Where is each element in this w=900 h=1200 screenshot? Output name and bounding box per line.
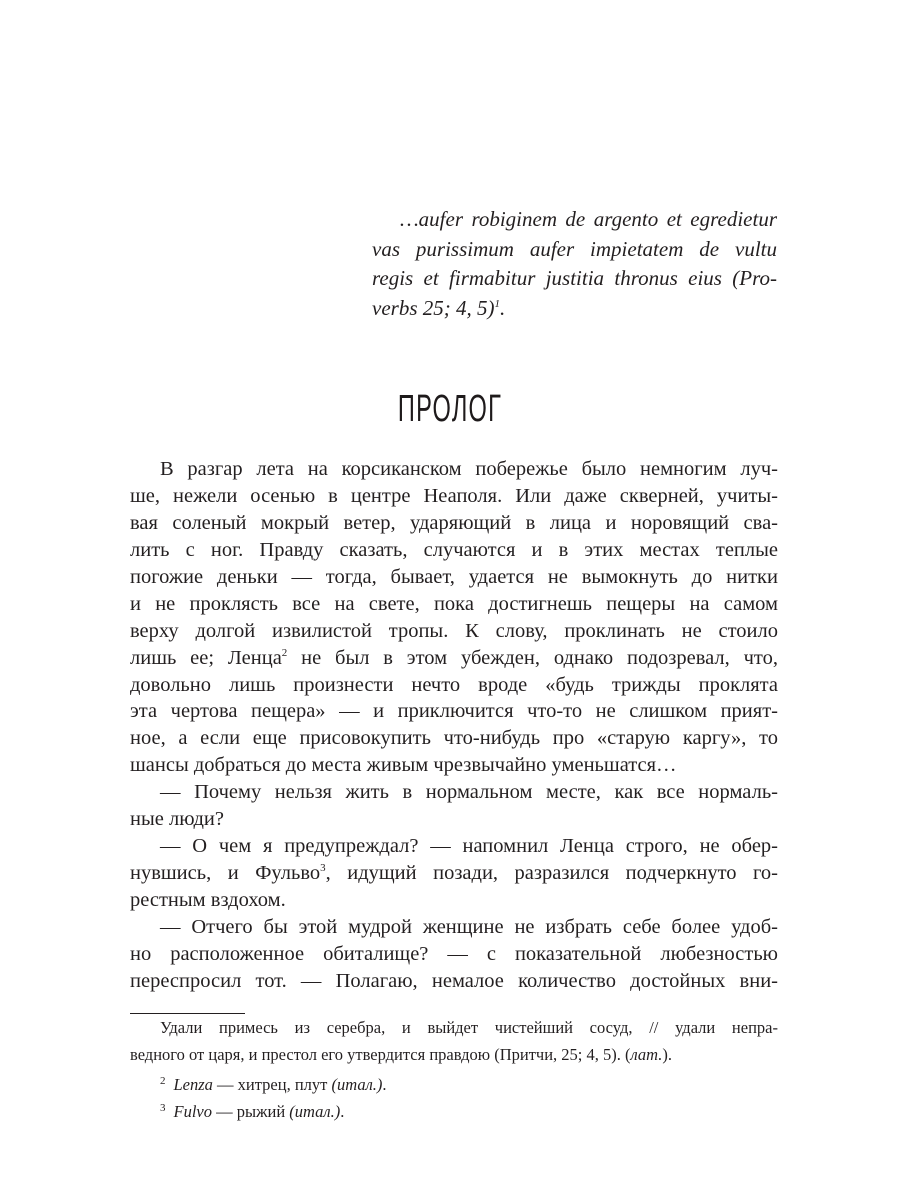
body-line: переспросил тот. — Полагаю, немалое количество достойных вни- [130, 969, 778, 992]
body-line: В разгар лета на корсиканском побережье было немногим луч- [160, 458, 778, 480]
italic-term: Fulvo [173, 1101, 212, 1121]
body-text [130, 456, 778, 995]
italic-note: лат. [630, 1044, 663, 1064]
footnote-line [130, 1095, 778, 1122]
text-segment: лишь ее; Ленца [130, 646, 282, 669]
body-line: вая соленый мокрый ветер, ударяющий в лица и норовящий сва- [130, 511, 778, 534]
footnote-lines [130, 1095, 778, 1122]
italic-note: (итал.) [331, 1075, 383, 1095]
body-line [130, 645, 778, 672]
text-segment: — хитрец, плут [212, 1075, 332, 1095]
footnote-divider [130, 1013, 245, 1014]
body-line: но расположенное обиталище? — с показательной любезностью [130, 942, 778, 965]
italic-note: (итал.) [289, 1101, 341, 1121]
footnote-number: 2 [160, 1075, 166, 1088]
body-line: — О чем я предупреждал? — напомнил Ленца строго, не обер- [160, 835, 778, 858]
text-segment: — рыжий [212, 1101, 290, 1121]
body-line: довольно лишь произнести нечто вроде «будь трижды проклята [130, 673, 778, 696]
text-segment: , идущий позади, разразился подчеркнуто го- [325, 862, 778, 885]
footnote-line [130, 1042, 778, 1069]
epigraph-line: regis et firmabitur justitia thronus eius (Pro- [372, 266, 777, 290]
body-line: — Отчего бы этой мудрой женщине не избрать себе более удоб- [160, 915, 778, 938]
footnote-number: 3 [160, 1101, 166, 1114]
text-segment: . [382, 1075, 387, 1095]
footnote-reference: 2 [281, 646, 288, 659]
body-line: — Почему нельзя жить в нормальном месте, как все нормаль- [160, 781, 778, 804]
footnote [130, 1068, 778, 1095]
text-segment: ведного от царя, и престол его утвердится правдою (Притчи, 25; 4, 5). ( [130, 1044, 631, 1064]
body-line: погожие деньки — тогда, бывает, удается не вымокнуть до нитки [130, 565, 778, 588]
text-segment: ). [662, 1044, 673, 1064]
footnote [130, 1015, 778, 1068]
body-line: верху долгой извилистой тропы. К слову, проклинать не стоило [130, 619, 778, 642]
text-segment: не был в этом убежден, однако подозревал, что, [287, 646, 778, 669]
body-line: шансы добраться до места живым чрезвычайно уменьшатся… [130, 754, 677, 777]
footnotes [130, 1015, 778, 1121]
chapter-title [0, 388, 900, 431]
text-segment: . [499, 295, 506, 320]
text-segment: verbs 25; 4, 5) [372, 295, 495, 320]
body-line: ше, нежели осенью в центре Неаполя. Или даже скверней, учиты- [130, 484, 778, 507]
chapter-title-text: ПРОЛОГ [397, 388, 503, 430]
footnote [130, 1095, 778, 1122]
epigraph [372, 205, 777, 323]
footnote-line: Удали примесь из серебра, и выйдет чистейший сосуд, // удали непра- [160, 1018, 778, 1037]
epigraph-line [372, 294, 777, 324]
italic-term: Lenza [173, 1075, 213, 1095]
body-line: ные люди? [130, 808, 224, 831]
epigraph-line: …aufer robiginem de argento et egredietur [400, 207, 777, 231]
body-line: рестным вздохом. [130, 889, 286, 911]
footnote-lines [130, 1068, 778, 1095]
footnote-lines [130, 1015, 778, 1068]
epigraph-line: vas purissimum aufer impietatem de vultu [372, 236, 777, 261]
body-line: эта чертова пещера» — и приключится что-то не слишком прият- [130, 700, 778, 723]
text-segment: нувшись, и Фульво [130, 862, 321, 885]
body-line: ное, а если еще присовокупить что-нибудь про «старую каргу», то [130, 727, 778, 750]
body-line: и не проклясть все на свете, пока достигнешь пещеры на самом [130, 592, 778, 615]
footnote-line [130, 1068, 778, 1095]
footnote-reference: 3 [320, 862, 326, 875]
body-line [130, 860, 778, 887]
body-line: лить с ног. Правду сказать, случаются и в этих местах теплые [130, 538, 778, 561]
footnote-reference: 1 [494, 297, 500, 310]
text-segment: . [340, 1101, 345, 1121]
